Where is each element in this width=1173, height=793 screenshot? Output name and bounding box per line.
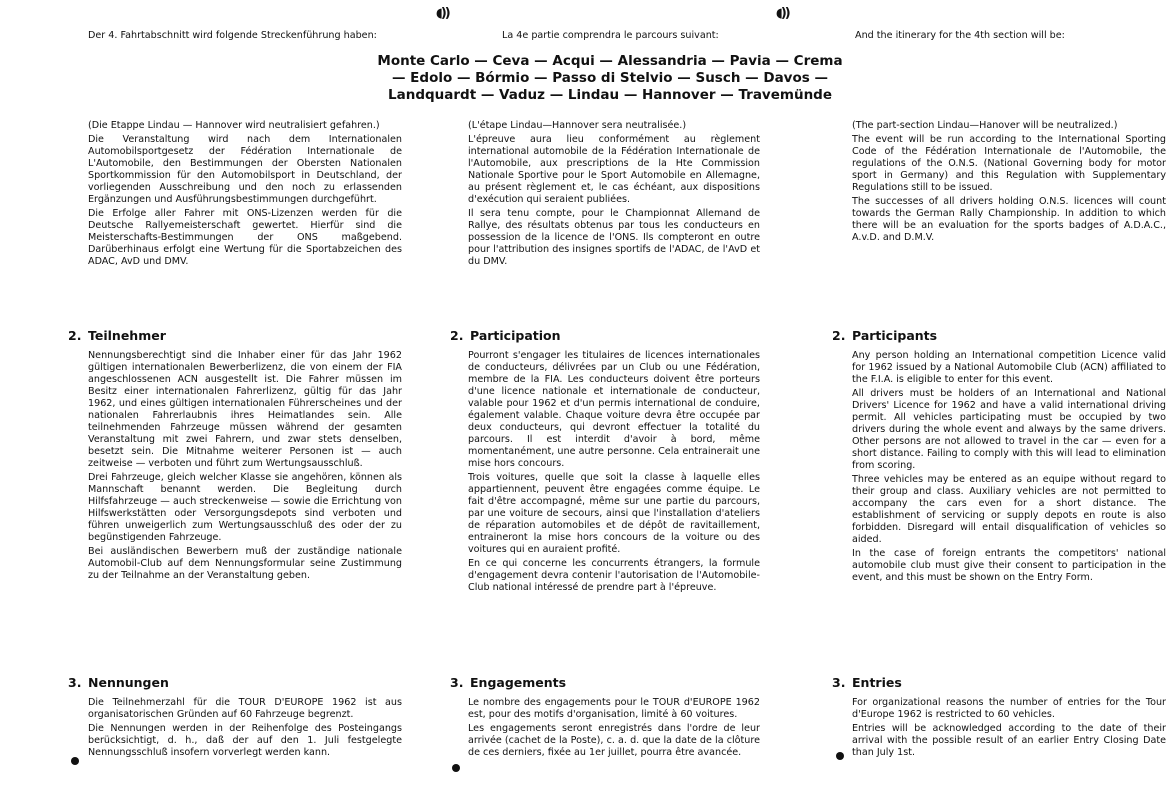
section-2-heading-de	[68, 328, 166, 343]
section-number: 2.	[832, 328, 846, 343]
intro-fr: La 4e partie comprendra le parcours suivant:	[502, 30, 719, 41]
margin-dot-middle	[452, 764, 460, 772]
paragraph: (L'étape Lindau—Hannover sera neutralisée.)	[468, 120, 687, 131]
section-title: Participants	[852, 328, 938, 343]
general-en	[852, 120, 1166, 246]
entries-en	[852, 697, 1166, 761]
paragraph: The successes of all drivers holding O.N.S. licences will count towards the German Rally Championship. In addition to which there will be an evaluation for the sports badges of A.D.A.C., A.v.D. and D.M.V.	[852, 196, 1166, 243]
paragraph: Any person holding an International competition Licence valid for 1962 issued by a National Automobile Club (ACN) affiliated to the F.I.A. is eligible to enter for this event.	[852, 350, 1166, 385]
general-fr	[468, 120, 760, 270]
paragraph: L'épreuve aura lieu conformément au règlement international automobile de la Fédération Internationale de l'Automobile, aux prescriptions de la Hte Commission Nationale Sportive pour le Sport Automobile en Allemagne, au présent règlement et, le cas échéant, aux dispositions d'exécution qui seraient publiées.	[468, 134, 760, 205]
paragraph: Die Veranstaltung wird nach dem Internationalen Automobilsportgesetz der Fédération Internationale de L'Automobile, den Bestimmungen der Obersten Nationalen Sportkommission für den Automobilsport in Deutschland, der vorliegenden Ausschreibung und den noch zu erlassenden Ergänzungen und Ausführungsbestimmungen durchgeführt.	[88, 134, 402, 205]
entries-fr	[468, 697, 760, 761]
paragraph: Trois voitures, quelle que soit la classe à laquelle elles appartiennent, peuvent être engagées comme équipe. Le fait d'être accompagné, même sur une partie du parcours, par une voiture de secours, ainsi que l'installation d'ateliers de réparation automobiles et de dépôt de ravitaillement, entraineront la mise hors concours de la voiture ou des voitures qui en auraient profité.	[468, 472, 760, 555]
section-number: 3.	[832, 675, 846, 690]
section-number: 3.	[68, 675, 82, 690]
section-3-heading-de	[68, 675, 169, 690]
route-block	[375, 53, 845, 104]
margin-dot-right	[836, 752, 844, 760]
section-number: 2.	[68, 328, 82, 343]
section-2-heading-fr	[450, 328, 561, 343]
register-mark-left: ◖))	[436, 6, 449, 21]
paragraph: Die Erfolge aller Fahrer mit ONS-Lizenzen werden für die Deutsche Rallyemeisterschaft gewertet. Hierfür sind die Meisterschafts-Bestimmungen der ONS maßgebend. Darüberhinaus erfolgt eine Wertung für die Sportabzeichen des ADAC, AvD und DMV.	[88, 208, 402, 267]
paragraph: (Die Etappe Lindau — Hannover wird neutralisiert gefahren.)	[88, 120, 380, 131]
paragraph: Drei Fahrzeuge, gleich welcher Klasse sie angehören, können als Mannschaft benannt werden. Die Begleitung durch Hilfsfahrzeuge — auch streckenweise — sowie die Errichtung von Hilfswerkstätten oder Versorgungsdepots sind verboten und führen unweigerlich zum Wertungsausschluß des oder der zu begünstigenden Fahrzeuge.	[88, 472, 402, 543]
route-line-3: Landquardt — Vaduz — Lindau — Hannover — Travemünde	[388, 87, 832, 103]
paragraph: The event will be run according to the International Sporting Code of the Fédération Internationale de l'Automobile, the regulations of the O.N.S. (National Governing body for motor sport in Germany) and this Regulation with Supplementary Regulations still to be issued.	[852, 134, 1166, 193]
margin-dot-left	[71, 757, 79, 765]
section-title: Engagements	[470, 675, 567, 690]
route-line-1: Monte Carlo — Ceva — Acqui — Alessandria — Pavia — Crema	[377, 53, 843, 69]
general-de	[88, 120, 402, 270]
paragraph: In the case of foreign entrants the competitors' national automobile club must give their consent to participation in the event, and this must be shown on the Entry Form.	[852, 548, 1166, 583]
intro-en: And the itinerary for the 4th section will be:	[855, 30, 1065, 41]
paragraph: Nennungsberechtigt sind die Inhaber einer für das Jahr 1962 gültigen internationalen Bewerberlizenz, die von einem der FIA angeschlossenen ACN ausgestellt ist. Die Fahrer müssen im Besitz einer internationalen Fahrerlizenz, gültig für das Jahr 1962, und eines gültigen internationalen Führerscheines und der nationalen Fahrerlaubnis ihres Heimatlandes sein. Alle teilnehmenden Fahrzeuge müssen während der gesamten Veranstaltung mit zwei Fahrern, und zwar stets denselben, besetzt sein. Die Mitnahme weiterer Personen ist — auch zeitweise — verboten und führt zum Wertungsausschluß.	[88, 350, 402, 469]
paragraph: (The part-section Lindau—Hanover will be neutralized.)	[852, 120, 1118, 131]
paragraph: En ce qui concerne les concurrents étrangers, la formule d'engagement devra contenir l'autorisation de l'Automobile-Club national intéressé de prendre part à l'épreuve.	[468, 558, 760, 593]
section-number: 3.	[450, 675, 464, 690]
section-3-heading-en	[832, 675, 902, 690]
entries-de	[88, 697, 402, 761]
section-title: Nennungen	[88, 675, 169, 690]
paragraph: Le nombre des engagements pour le TOUR d'EUROPE 1962 est, pour des motifs d'organisation, limité à 60 voitures.	[468, 697, 760, 720]
paragraph: For organizational reasons the number of entries for the Tour d'Europe 1962 is restricted to 60 vehicles.	[852, 697, 1166, 720]
intro-de: Der 4. Fahrtabschnitt wird folgende Streckenführung haben:	[88, 30, 377, 41]
paragraph: Pourront s'engager les titulaires de licences internationales de conducteurs, délivrées par un Club ou une Fédération, membre de la FIA. Les conducteurs doivent être porteurs d'une licence nationale et internationale de conducteur, valable pour 1962 et d'un permis international de conduire, également valable. Chaque voiture devra être occupée par deux conducteurs, qui devront effectuer la totalité du parcours. Il est interdit d'avoir à bord, même momentanément, une autre personne. Cela entrainerait une mise hors concours.	[468, 350, 760, 469]
section-title: Teilnehmer	[88, 328, 166, 343]
paragraph: Les engagements seront enregistrés dans l'ordre de leur arrivée (cachet de la Poste), c. a. d. que la date de la clôture de ces derniers, fixée au 1er juillet, pourra être avancée.	[468, 723, 760, 758]
section-title: Participation	[470, 328, 561, 343]
register-mark-right: ◖))	[776, 6, 789, 21]
paragraph: Bei ausländischen Bewerbern muß der zuständige nationale Automobil-Club auf dem Nennungsformular seine Zustimmung zu der Teilnahme an der Veranstaltung geben.	[88, 546, 402, 581]
section-number: 2.	[450, 328, 464, 343]
section-title: Entries	[852, 675, 902, 690]
paragraph: Entries will be acknowledged according to the date of their arrival with the possible result of an earlier Entry Closing Date than July 1st.	[852, 723, 1166, 758]
participants-fr	[468, 350, 760, 596]
paragraph: Die Nennungen werden in der Reihenfolge des Posteingangs berücksichtigt, d. h., daß der auf den 1. Juli festgelegte Nennungsschluß insofern vorverlegt werden kann.	[88, 723, 402, 758]
paragraph: All drivers must be holders of an International and National Drivers' Licence for 1962 and have a valid international driving permit. All vehicles participating must be occupied by two drivers during the whole event and always by the same drivers. Other persons are not allowed to travel in the car — even for a short distance. Failing to comply with this will lead to elimination from scoring.	[852, 388, 1166, 471]
paragraph: Three vehicles may be entered as an equipe without regard to their group and class. Auxiliary vehicles are not permitted to accompany the cars even for a short distance. The establishment of servicing or supply depots en route is also forbidden. Disregard will entail disqualification of vehicles so aided.	[852, 474, 1166, 545]
participants-en	[852, 350, 1166, 586]
section-3-heading-fr	[450, 675, 566, 690]
paragraph: Il sera tenu compte, pour le Championnat Allemand de Rallye, des résultats obtenus par tous les conducteurs en possession de la licence de l'ONS. Ils compteront en outre pour l'attribution des insignes sportifs de l'ADAC, de l'AvD et du DMV.	[468, 208, 760, 267]
paragraph: Die Teilnehmerzahl für die TOUR D'EUROPE 1962 ist aus organisatorischen Gründen auf 60 Fahrzeuge begrenzt.	[88, 697, 402, 720]
route-line-2: — Edolo — Bórmio — Passo di Stelvio — Susch — Davos —	[391, 70, 828, 86]
participants-de	[88, 350, 402, 584]
section-2-heading-en	[832, 328, 937, 343]
